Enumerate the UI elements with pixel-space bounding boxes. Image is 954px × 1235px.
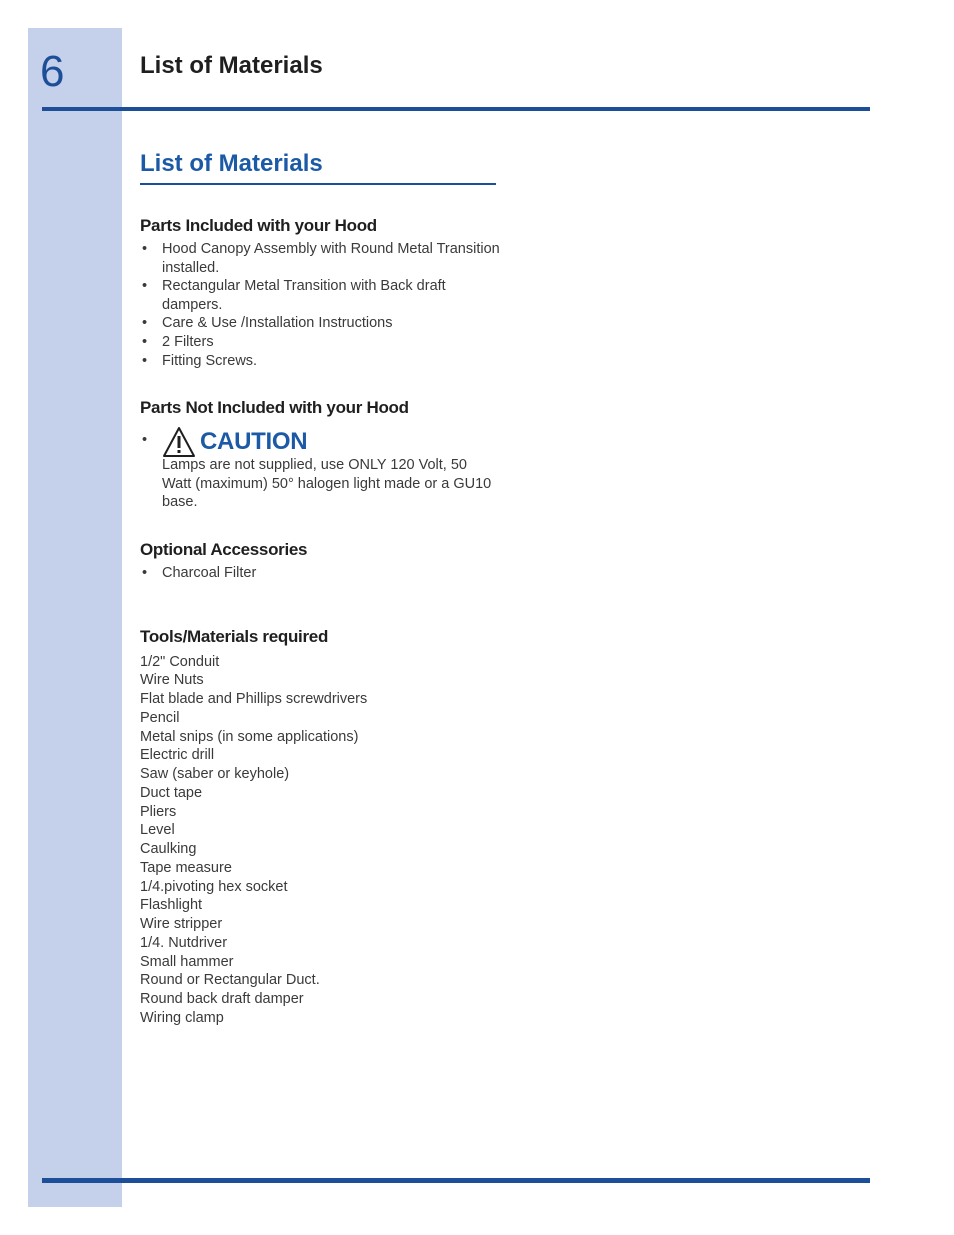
- list-item: Saw (saber or keyhole): [140, 766, 290, 783]
- parts-not-included-heading: Parts Not Included with your Hood: [140, 398, 409, 418]
- list-item: Wire Nuts: [140, 672, 204, 689]
- list-item: 1/4.pivoting hex socket: [140, 878, 288, 895]
- page-number: 6: [40, 47, 65, 96]
- page-sidebar: [28, 28, 122, 1207]
- list-item: Caulking: [140, 841, 197, 858]
- list-item: • Charcoal Filter: [140, 564, 500, 583]
- tools-heading: Tools/Materials required: [140, 626, 329, 646]
- header-divider: [42, 107, 870, 111]
- list-item: 1/2" Conduit: [140, 653, 220, 670]
- list-item: • Fitting Screws.: [140, 352, 500, 371]
- list-item: • Hood Canopy Assembly with Round Metal Transition installed.: [140, 240, 500, 277]
- list-item: • Care & Use /Installation Instructions: [140, 314, 500, 333]
- list-item: Wiring clamp: [140, 1009, 224, 1026]
- optional-accessories-list: [140, 564, 500, 583]
- list-item: Round or Rectangular Duct.: [140, 972, 320, 989]
- list-item: 1/4. Nutdriver: [140, 934, 228, 951]
- tools-list: [140, 653, 500, 1028]
- parts-included-heading: Parts Included with your Hood: [140, 216, 377, 235]
- warning-triangle-icon: [162, 426, 196, 458]
- list-item: Round back draft damper: [140, 991, 304, 1008]
- list-item: Flat blade and Phillips screwdrivers: [140, 691, 368, 708]
- list-item: Tape measure: [140, 859, 232, 876]
- list-item: Metal snips (in some applications): [140, 728, 359, 745]
- parts-included-list: [140, 240, 500, 370]
- caution-label: CAUTION: [200, 428, 308, 456]
- section-title: List of Materials: [140, 150, 323, 177]
- section-divider: [140, 183, 496, 185]
- list-item: Pliers: [140, 803, 177, 820]
- list-item: • Rectangular Metal Transition with Back draft dampers.: [140, 277, 500, 314]
- list-item: Electric drill: [140, 747, 215, 764]
- header-title: List of Materials: [140, 52, 323, 79]
- caution-text: Lamps are not supplied, use ONLY 120 Volt, 50 Watt (maximum) 50° halogen light made or a GU10 base.: [162, 457, 492, 511]
- list-item: Duct tape: [140, 784, 203, 801]
- caution-badge: [162, 426, 307, 458]
- list-item: Pencil: [140, 709, 180, 726]
- caution-item: • CAUTION: [140, 426, 500, 460]
- footer-divider: [42, 1178, 870, 1183]
- list-item: Flashlight: [140, 897, 203, 914]
- list-item: Small hammer: [140, 953, 234, 970]
- optional-accessories-heading: Optional Accessories: [140, 539, 308, 559]
- list-item: Level: [140, 822, 175, 839]
- list-item: • 2 Filters: [140, 333, 500, 352]
- list-item: Wire stripper: [140, 916, 223, 933]
- content: [140, 216, 500, 1028]
